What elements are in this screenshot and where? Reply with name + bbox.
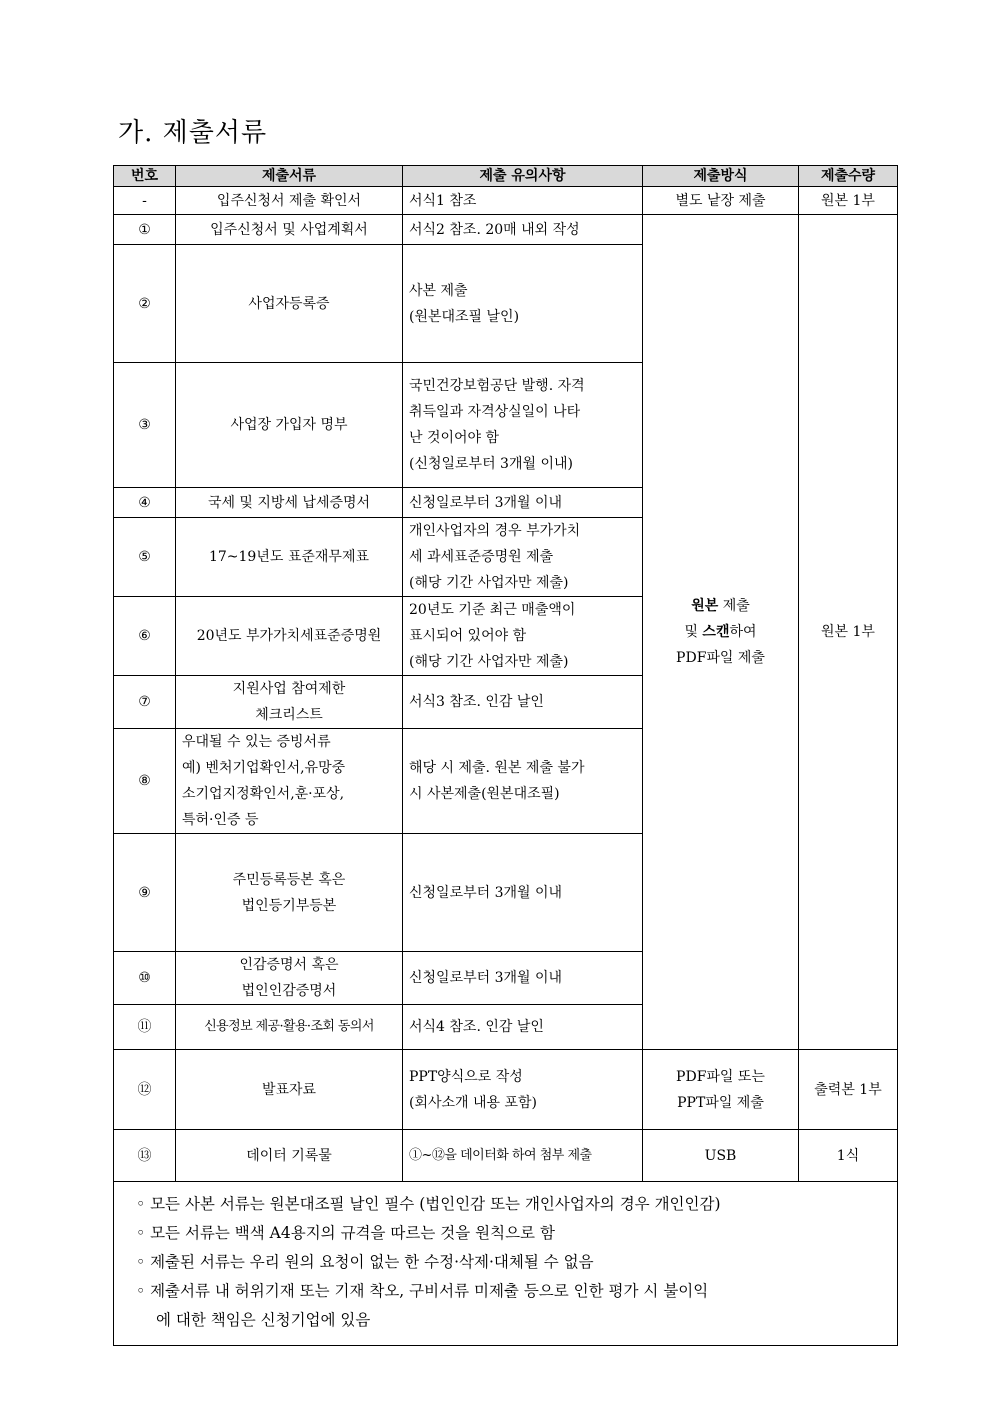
note-line: (해당 기간 사업자만 제출) <box>409 654 569 670</box>
note-line: 취득일과 자격상실일이 나타 <box>409 404 581 420</box>
row-no: ⑨ <box>114 834 176 952</box>
row-document <box>176 729 403 834</box>
note-item: ◦ 모든 서류는 백색 A4용지의 규격을 따르는 것을 원칙으로 함 <box>136 1224 555 1242</box>
note-line: PPT양식으로 작성 <box>409 1068 523 1085</box>
doc-line: 특허·인증 등 <box>182 812 259 828</box>
doc-line: 법인인감증명서 <box>241 983 337 999</box>
row-note: 신청일로부터 3개월 이내 <box>403 834 643 952</box>
row-no: ⑩ <box>114 952 176 1005</box>
note-line: (신청일로부터 3개월 이내) <box>409 456 573 472</box>
row-note: ①~⑫을 데이터화 하여 첨부 제출 <box>403 1130 643 1182</box>
row-no: ⑬ <box>114 1130 176 1182</box>
row-quantity: 원본 1부 <box>799 187 898 215</box>
table-row <box>114 215 898 245</box>
doc-line: 우대될 수 있는 증빙서류 <box>182 734 331 750</box>
method-bold-original: 원본 <box>691 598 719 614</box>
note-line: 시 사본제출(원본대조필) <box>409 786 560 802</box>
header-quantity: 제출수량 <box>799 166 898 187</box>
note-line: (원본대조필 날인) <box>409 308 520 325</box>
row-no: ① <box>114 215 176 245</box>
row-document: 데이터 기록물 <box>176 1130 403 1182</box>
row-note <box>403 1050 643 1130</box>
row-note: 서식4 참조. 인감 날인 <box>403 1005 643 1050</box>
row-note: 서식3 참조. 인감 날인 <box>403 676 643 729</box>
note-line: 표시되어 있어야 함 <box>409 628 527 644</box>
doc-line: 예) 벤처기업확인서,유망중 <box>182 760 346 776</box>
method-text: 하여 <box>729 624 757 640</box>
note-line: 사본 제출 <box>409 282 468 299</box>
row-note <box>403 518 643 597</box>
header-method: 제출방식 <box>643 166 799 187</box>
row-document: 사업자등록증 <box>176 245 403 363</box>
row-document: 20년도 부가가치세표준증명원 <box>176 597 403 676</box>
row-document: 17~19년도 표준재무제표 <box>176 518 403 597</box>
row-no: ⑥ <box>114 597 176 676</box>
note-item: ◦ 제출서류 내 허위기재 또는 기재 착오, 구비서류 미제출 등으로 인한 평가 시 불이익 <box>136 1282 709 1300</box>
note-line: 해당 시 제출. 원본 제출 불가 <box>409 760 585 776</box>
table-header-row <box>114 166 898 187</box>
method-line: PPT파일 제출 <box>677 1094 764 1111</box>
row-document <box>176 952 403 1005</box>
row-document: 신용정보 제공·활용·조회 동의서 <box>176 1005 403 1050</box>
merged-quantity-cell: 원본 1부 <box>799 215 898 1050</box>
row-method: 별도 낱장 제출 <box>643 187 799 215</box>
method-line: PDF파일 또는 <box>676 1068 765 1085</box>
row-document: 입주신청서 및 사업계획서 <box>176 215 403 245</box>
note-item: 에 대한 책임은 신청기업에 있음 <box>156 1311 371 1329</box>
row-document: 발표자료 <box>176 1050 403 1130</box>
notes-row <box>114 1182 898 1346</box>
method-text: 및 <box>684 624 703 640</box>
table-row <box>114 1050 898 1130</box>
row-document <box>176 676 403 729</box>
row-note: 신청일로부터 3개월 이내 <box>403 952 643 1005</box>
row-no: ② <box>114 245 176 363</box>
row-no: - <box>114 187 176 215</box>
row-no: ⑪ <box>114 1005 176 1050</box>
header-no: 번호 <box>114 166 176 187</box>
row-no: ④ <box>114 488 176 518</box>
row-no: ⑧ <box>114 729 176 834</box>
method-text: PDF파일 제출 <box>676 650 765 666</box>
row-quantity: 출력본 1부 <box>799 1050 898 1130</box>
row-note: 서식2 참조. 20매 내외 작성 <box>403 215 643 245</box>
note-line: 국민건강보험공단 발행. 자격 <box>409 378 585 394</box>
submission-documents-table <box>113 165 898 1346</box>
note-line: 세 과세표준증명원 제출 <box>409 549 554 565</box>
note-line: (회사소개 내용 포함) <box>409 1094 538 1111</box>
row-note: 서식1 참조 <box>403 187 643 215</box>
doc-line: 법인등기부등본 <box>241 897 337 914</box>
row-method: USB <box>643 1130 799 1182</box>
row-no: ⑤ <box>114 518 176 597</box>
row-note <box>403 245 643 363</box>
note-item: ◦ 모든 사본 서류는 원본대조필 날인 필수 (법인인감 또는 개인사업자의 경우 개인인감) <box>136 1195 721 1213</box>
doc-line: 주민등록등본 혹은 <box>232 871 346 888</box>
row-document: 입주신청서 제출 확인서 <box>176 187 403 215</box>
row-method <box>643 1050 799 1130</box>
row-note <box>403 597 643 676</box>
table-row <box>114 187 898 215</box>
note-item: ◦ 제출된 서류는 우리 원의 요청이 없는 한 수정·삭제·대체될 수 없음 <box>136 1253 594 1271</box>
doc-line: 소기업지정확인서,훈·포상, <box>182 786 345 802</box>
row-document: 국세 및 지방세 납세증명서 <box>176 488 403 518</box>
merged-method-cell <box>643 215 799 1050</box>
row-note: 신청일로부터 3개월 이내 <box>403 488 643 518</box>
table-row <box>114 1130 898 1182</box>
header-document: 제출서류 <box>176 166 403 187</box>
notes-cell <box>114 1182 898 1346</box>
row-no: ⑫ <box>114 1050 176 1130</box>
row-document: 사업장 가입자 명부 <box>176 363 403 488</box>
row-document <box>176 834 403 952</box>
doc-line: 체크리스트 <box>255 707 323 723</box>
note-line: 난 것이어야 함 <box>409 430 500 446</box>
doc-line: 지원사업 참여제한 <box>232 681 346 697</box>
note-line: (해당 기간 사업자만 제출) <box>409 575 569 591</box>
note-line: 20년도 기준 최근 매출액이 <box>409 602 576 618</box>
header-notes: 제출 유의사항 <box>403 166 643 187</box>
row-no: ③ <box>114 363 176 488</box>
method-bold-scan: 스캔 <box>702 624 730 640</box>
row-quantity: 1식 <box>799 1130 898 1182</box>
note-line: 개인사업자의 경우 부가가치 <box>409 523 581 539</box>
doc-line: 인감증명서 혹은 <box>239 957 339 973</box>
row-no: ⑦ <box>114 676 176 729</box>
section-title: 가. 제출서류 <box>118 118 268 148</box>
row-note <box>403 363 643 488</box>
row-note <box>403 729 643 834</box>
method-text: 제출 <box>718 598 750 614</box>
